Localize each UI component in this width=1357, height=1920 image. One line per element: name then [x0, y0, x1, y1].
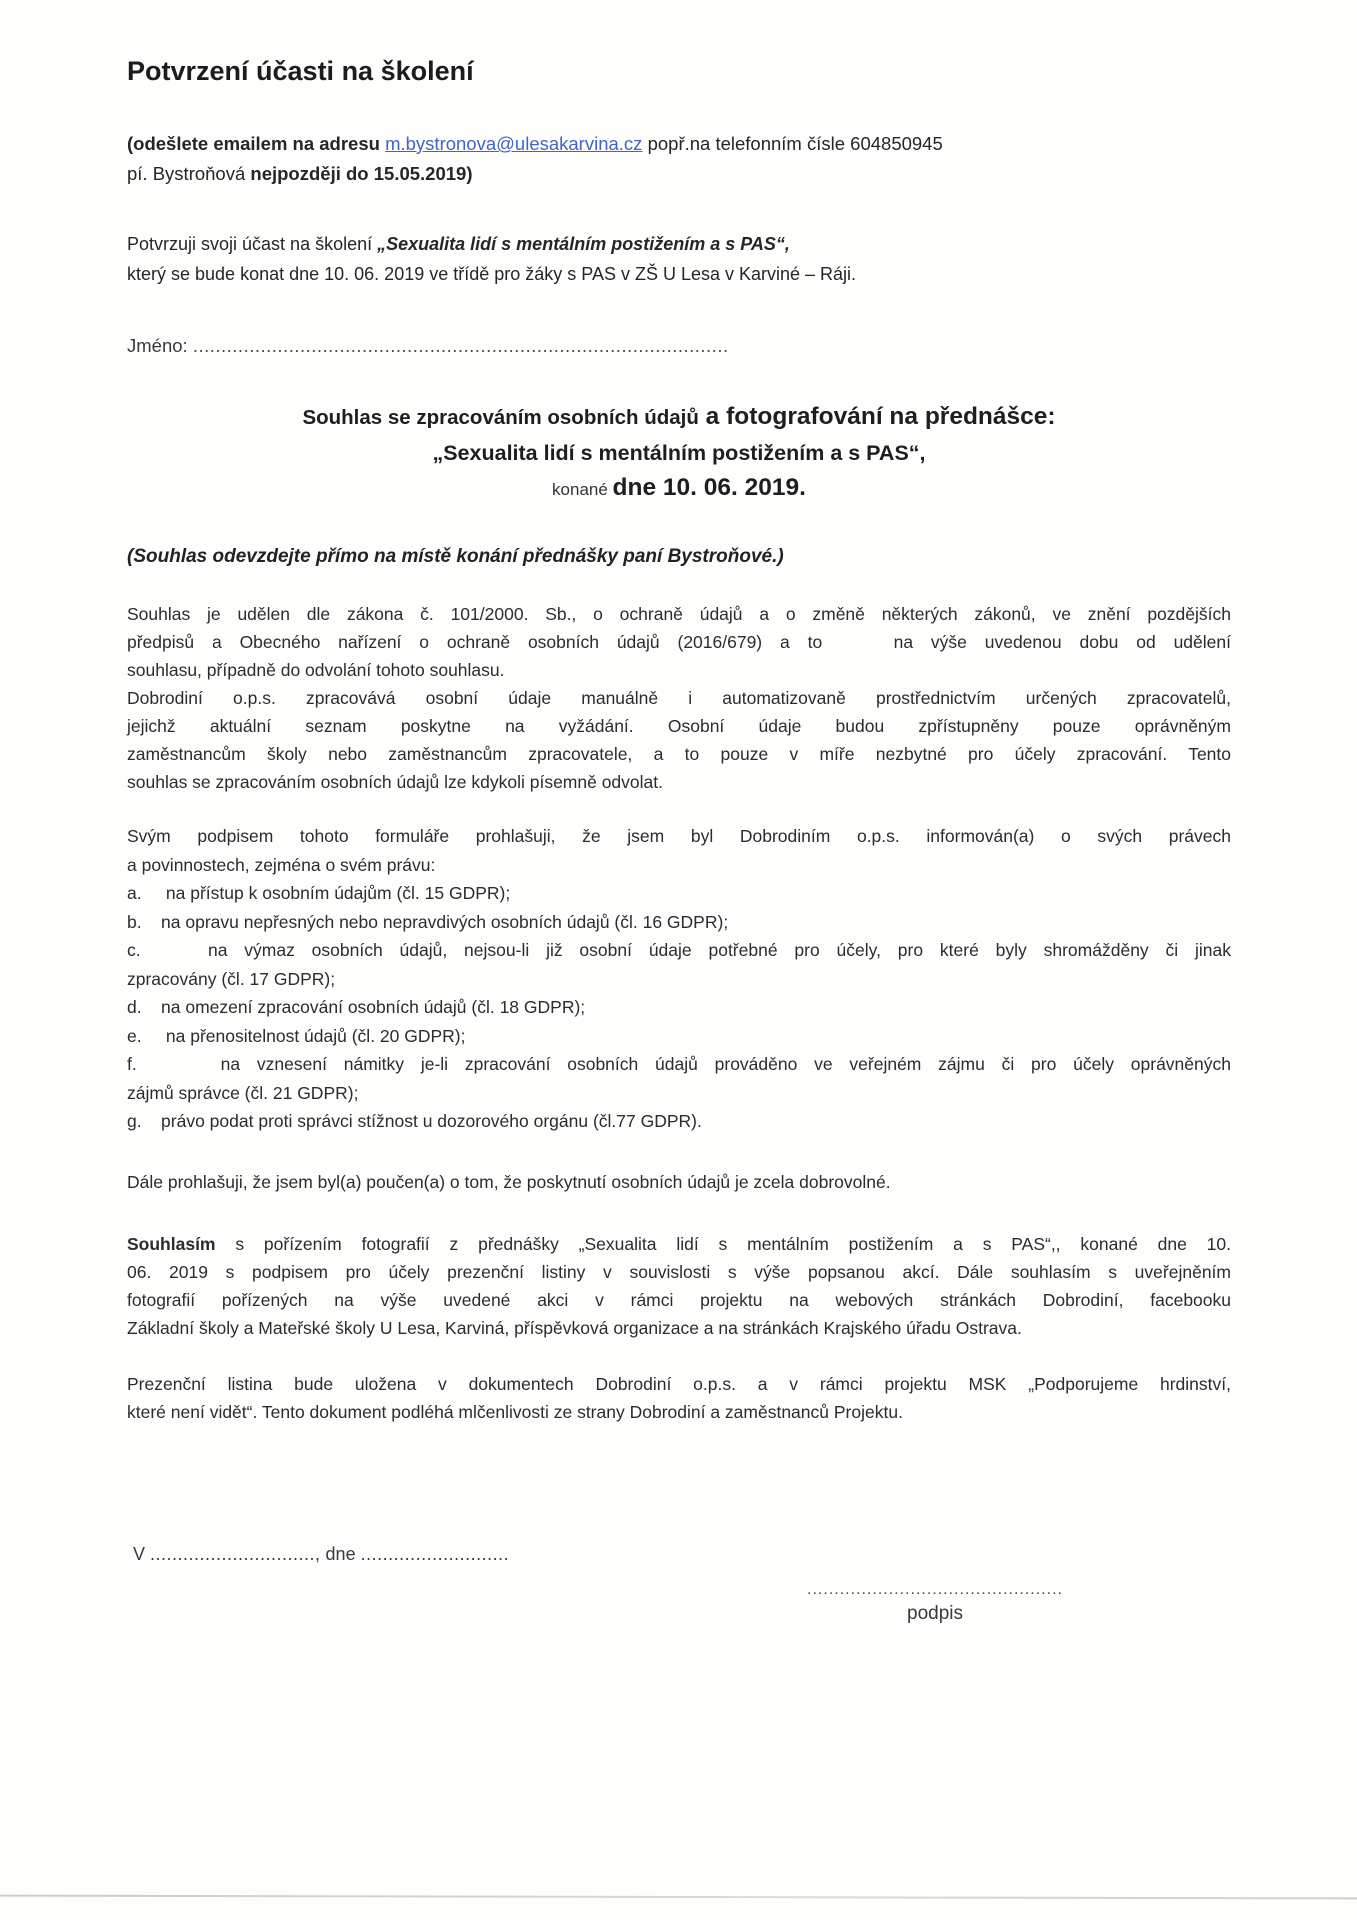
text-line: a. na přístup k osobním údajům (čl. 15 GDPR); — [127, 883, 511, 903]
contact-line-1 — [127, 129, 1231, 159]
text-line: f. na vznesení námitky je-li zpracování osobních údajů prováděno ve veřejném zájmu či pro účely oprávněných — [127, 1054, 1231, 1074]
signature-label: podpis — [907, 1602, 963, 1624]
text-line: jejichž aktuální seznam poskytne na vyžádání. Osobní údaje budou zpřístupněny pouze oprávněným — [127, 716, 1231, 736]
consent-heading — [127, 403, 1231, 502]
consent-heading-part2: a fotografování na přednášce: — [698, 403, 1056, 430]
scanner-edge-artifact — [0, 1895, 1357, 1900]
confirmation-paragraph — [127, 229, 1231, 289]
photo-consent-paragraph — [127, 1230, 1231, 1342]
text-line: zpracovány (čl. 17 GDPR); — [127, 968, 336, 989]
signature-fill-in-line[interactable]: ............................................... — [807, 1580, 1063, 1598]
text-line: c. na výmaz osobních údajů, nejsou-li již osobní údaje potřebné pro účely, pro které byly shromážděny či jinak — [127, 940, 1231, 960]
text-line: souhlas se zpracováním osobních údajů lze kdykoli písemně odvolat. — [127, 772, 663, 792]
place-fill-in-line[interactable]: .............................., — [150, 1543, 321, 1564]
document-title: Potvrzení účasti na školení — [127, 56, 474, 86]
confirmation-line-1 — [127, 229, 1231, 259]
contact-line-2 — [127, 159, 1231, 189]
contact-person: pí. Bystroňová — [127, 163, 251, 184]
text-line: zaměstnancům školy nebo zaměstnancům zpracovatele, a to pouze v míře nezbytné pro účely zpracování. Tento — [127, 744, 1231, 764]
consent-heading-line-3 — [127, 474, 1231, 502]
gdpr-paragraph — [127, 600, 1231, 796]
document-content — [127, 0, 1231, 1625]
text-line: b. na opravu nepřesných nebo nepravdivých osobních údajů (čl. 16 GDPR); — [127, 911, 729, 932]
consent-heading-date: dne 10. 06. 2019. — [612, 474, 806, 501]
photo-consent-line-1 — [127, 1230, 1231, 1258]
signature-block — [799, 1581, 1071, 1625]
rights-paragraph — [127, 822, 1231, 1136]
text-line: Základní školy a Mateřské školy U Lesa, Karviná, příspěvková organizace a na stránkách Krajského úřadu Ostrava. — [127, 1317, 1022, 1338]
text-line: 06. 2019 s podpisem pro účely prezenční listiny v souvislosti s výše popsanou akcí. Dále souhlasím s uveřejněním — [127, 1261, 1231, 1282]
course-name: „Sexualita lidí s mentálním postižením a s PAS“, — [377, 234, 790, 254]
confirmation-intro: Potvrzuji svoji účast na školení — [127, 234, 378, 254]
photo-consent-lines — [127, 1258, 1231, 1342]
text-line: d. na omezení zpracování osobních údajů (čl. 18 GDPR); — [127, 997, 586, 1017]
name-label: Jméno: — [127, 335, 193, 356]
text-line: předpisů a Obecného nařízení o ochraně osobních údajů (2016/679) a to na výše uvedenou dobu od udělení — [127, 632, 1231, 652]
contact-instructions — [127, 129, 1231, 189]
text-line: Prezenční listina bude uložena v dokumentech Dobrodiní o.p.s. a v rámci projektu MSK „Podporujeme hrdinství, — [127, 1373, 1231, 1394]
contact-deadline: nejpozději do 15.05.2019) — [250, 163, 473, 184]
text-line: které není vidět“. Tento dokument podléhá mlčenlivosti ze strany Dobrodiní a zaměstnanců Projektu. — [127, 1401, 903, 1422]
photo-consent-line-1-rest: s pořízením fotografií z přednášky „Sexualita lidí s mentálním postižením a s PAS“,, konané dne 10. — [215, 1233, 1231, 1254]
date-label: dne — [320, 1543, 361, 1564]
text-line: Souhlas je udělen dle zákona č. 101/2000. Sb., o ochraně údajů a o změně některých zákonů, ve znění pozdějších — [127, 604, 1231, 624]
name-fill-in-line[interactable]: ............................................................................................... — [192, 335, 729, 356]
place-label: V — [133, 1543, 151, 1564]
photo-consent-lead: Souhlasím — [127, 1233, 216, 1254]
text-line: zájmů správce (čl. 21 GDPR); — [127, 1082, 359, 1103]
date-fill-in-line[interactable]: ........................... — [360, 1543, 510, 1564]
text-line: souhlasu, případně do odvolání tohoto souhlasu. — [127, 660, 505, 680]
text-line: fotografií pořízených na výše uvedené akci v rámci projektu na webových stránkách Dobrodiní, facebooku — [127, 1289, 1231, 1310]
text-line: Svým podpisem tohoto formuláře prohlašuji, že jsem byl Dobrodiním o.p.s. informován(a) o svých právech — [127, 826, 1231, 846]
name-field — [127, 335, 1231, 357]
confirmation-line-2: který se bude konat dne 10. 06. 2019 ve třídě pro žáky s PAS v ZŠ U Lesa v Karviné – Ráji. — [127, 264, 857, 284]
contact-intro: (odešlete emailem na adresu — [127, 133, 386, 154]
voluntary-note: Dále prohlašuji, že jsem byl(a) poučen(a) o tom, že poskytnutí osobních údajů je zcela dobrovolné. — [127, 1171, 891, 1192]
consent-heading-part1: Souhlas se zpracováním osobních údajů — [302, 406, 699, 429]
text-line: e. na přenositelnost údajů (čl. 20 GDPR); — [127, 1025, 466, 1046]
contact-phone-text: popř.na telefonním čísle 604850945 — [642, 133, 943, 154]
consent-heading-konane: konané — [552, 480, 613, 499]
consent-heading-line-2: „Sexualita lidí s mentálním postižením a s PAS“, — [432, 441, 926, 465]
attendance-note — [127, 1370, 1231, 1426]
text-line: g. právo podat proti správci stížnost u dozorového orgánu (čl.77 GDPR). — [127, 1111, 702, 1131]
consent-heading-line-1 — [127, 403, 1231, 431]
text-line: Dobrodiní o.p.s. zpracovává osobní údaje manuálně i automatizovaně prostřednictvím určených zpracovatelů, — [127, 688, 1231, 708]
place-and-date-line — [127, 1544, 1231, 1565]
delivery-note: (Souhlas odevzdejte přímo na místě konání přednášky paní Bystroňové.) — [127, 546, 784, 567]
email-link[interactable]: m.bystronova@ulesakarvina.cz — [385, 133, 643, 154]
text-line: a povinnostech, zejména o svém právu: — [127, 854, 436, 875]
